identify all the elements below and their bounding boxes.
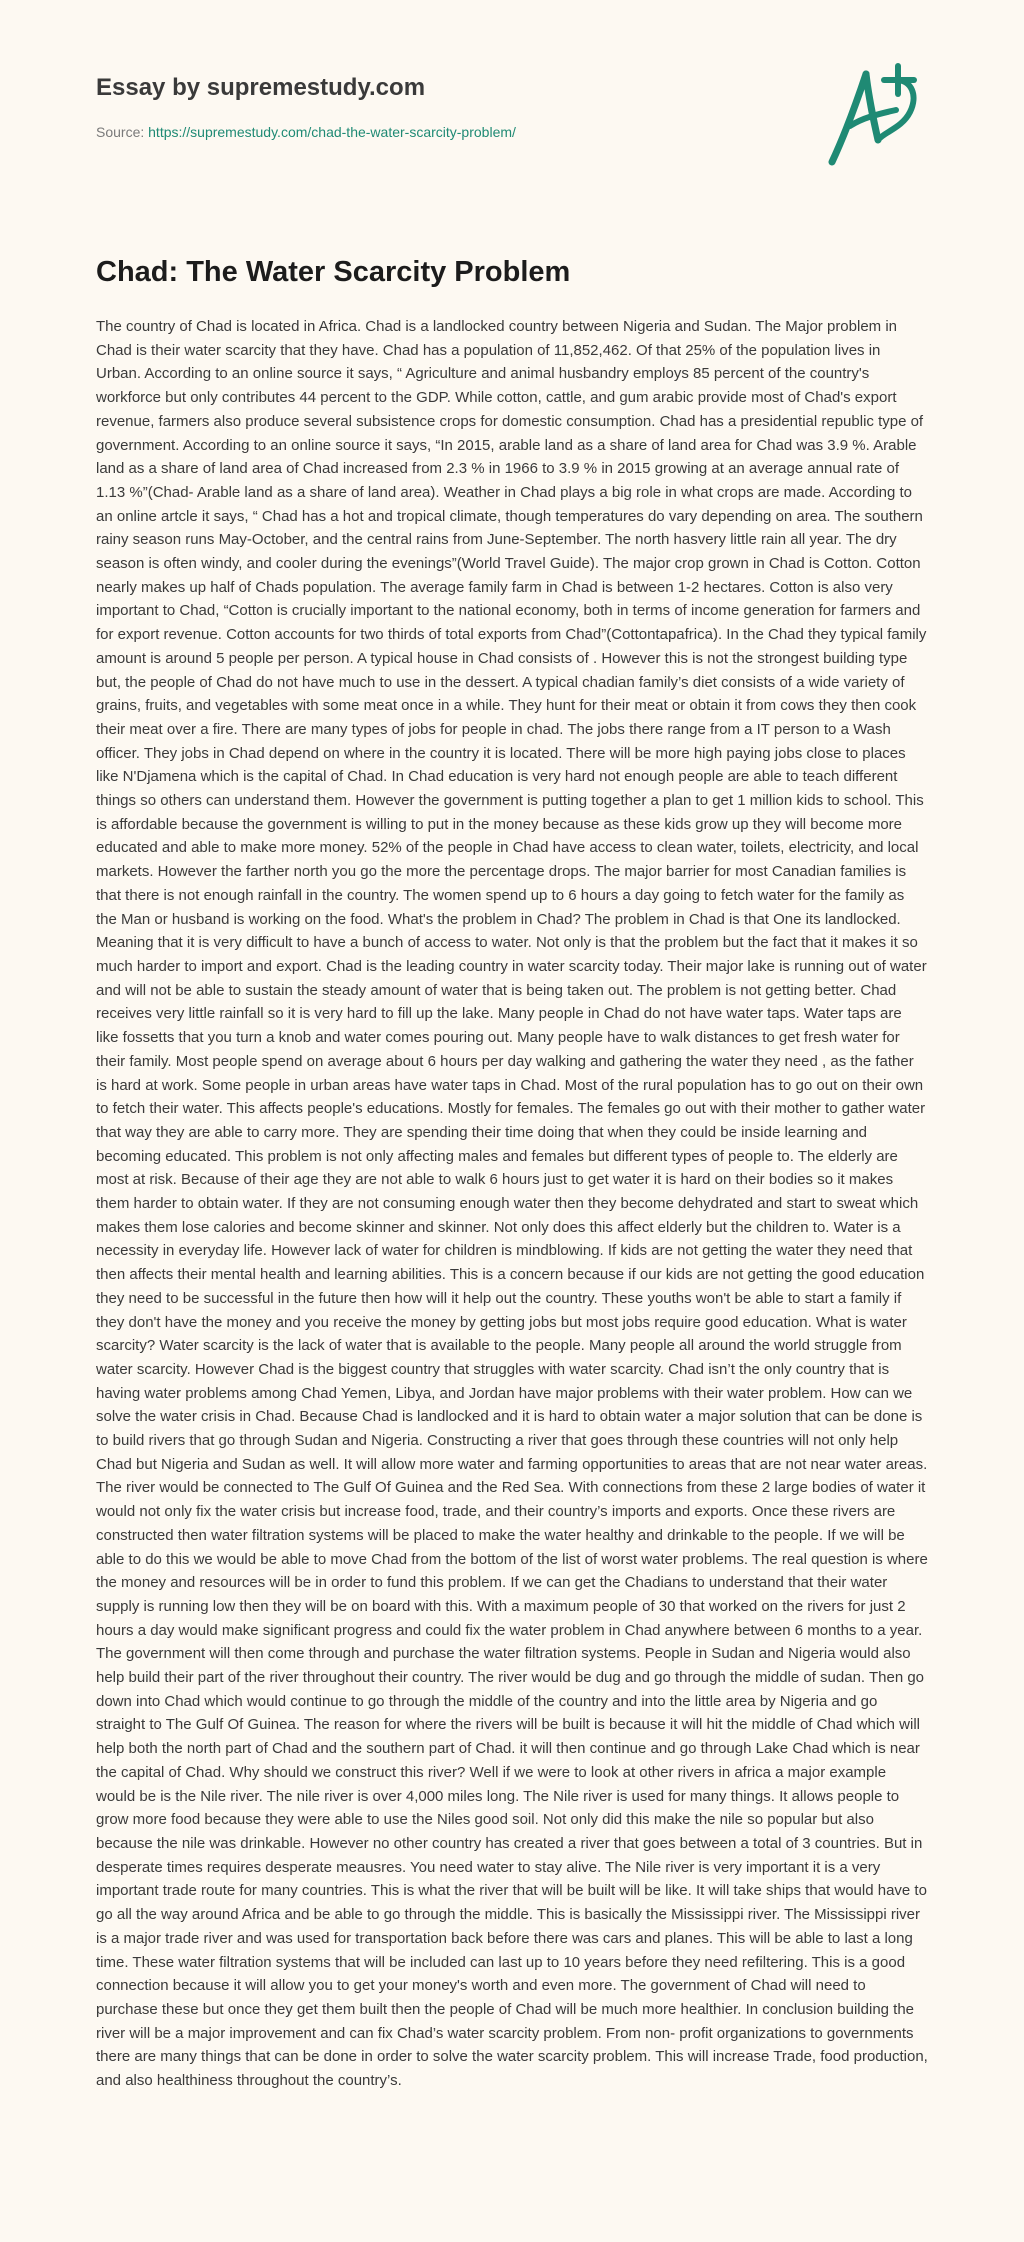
source-label: Source: [96,124,149,140]
a-plus-logo-icon [822,60,928,170]
site-title: Essay by supremestudy.com [96,74,426,101]
essay-body: The country of Chad is located in Africa. Chad is a landlocked country between Nigeria and Sudan. The Major problem in Chad is their water scarcity that they have. Chad has a population of 11,852,462. Of that 25% of the population lives in Urban. According to an online source it says, “ Agriculture and animal husbandry employs 85 percent of the country's workforce but only contributes 44 percent to the GDP. While cotton, cattle, and gum arabic provide most of Chad's export revenue, farmers also produce several subsistence crops for domestic consumption. Chad has a presidential republic type of government. According to an online source it says, “In 2015, arable land as a share of land area for Chad was 3.9 %. Arable land as a share of land area of Chad increased from 2.3 % in 1966 to 3.9 % in 2015 growing at an average annual rate of 1.13 %”(Chad- Arable land as a share of land area). Weather in Chad plays a big role in what crops are made. According to an online artcle it says, “ Chad has a hot and tropical climate, though temperatures do vary depending on area. The southern rainy season runs May-October, and the central rains from June-September. The north hasvery little rain all year. The dry season is often windy, and cooler during the evenings”(World Travel Guide). The major crop grown in Chad is Cotton. Cotton nearly makes up half of Chads population. The average family farm in Chad is between 1-2 hectares. Cotton is also very important to Chad, “Cotton is crucially important to the national economy, both in terms of income generation for farmers and for export revenue. Cotton accounts for two thirds of total exports from Chad”(Cottontapafrica). In the Chad they typical family amount is around 5 people per person. A typical house in Chad consists of . However this is not the strongest building type but, the people of Chad do not have much to use in the dessert. A typical chadian family’s diet consists of a wide variety of grains, fruits, and vegetables with some meat once in a while. They hunt for their meat or obtain it from cows they then cook their meat over a fire. There are many types of jobs for people in chad. The jobs there range from a IT person to a Wash officer. They jobs in Chad depend on where in the country it is located. There will be more high paying jobs close to places like N'Djamena which is the capital of Chad. In Chad education is very hard not enough people are able to teach different things so others can understand them. However the government is putting together a plan to get 1 million kids to school. This is affordable because the government is willing to put in the money because as these kids grow up they will become more educated and able to make more money. 52% of the people in Chad have access to clean water, toilets, electricity, and local markets. However the farther north you go the more the percentage drops. The major barrier for most Canadian families is that there is not enough rainfall in the country. The women spend up to 6 hours a day going to fetch water for the family as the Man or husband is working on the food. What's the problem in Chad? The problem in Chad is that One its landlocked. Meaning that it is very difficult to have a bunch of access to water. Not only is that the problem but the fact that it makes it so much harder to import and export. Chad is the leading country in water scarcity today. Their major lake is running out of water and will not be able to sustain the steady amount of water that is being taken out. The problem is not getting better. Chad receives very little rainfall so it is very hard to fill up the lake. Many people in Chad do not have water taps. Water taps are like fossetts that you turn a knob and water comes pouring out. Many people have to walk distances to get fresh water for their family. Most people spend on average about 6 hours per day walking and gathering the water they need , as the father is hard at work. Some people in urban areas have water taps in Chad. Most of the rural population has to go out on their own to fetch their water. This affects people's educations. Mostly for females. The females go out with their mother to gather water that way they are able to carry more. They are spending their time doing that when they could be inside learning and becoming educated. This problem is not only affecting males and females but different types of people to. The elderly are most at risk. Because of their age they are not able to walk 6 hours just to get water it is hard on their bodies so it makes them harder to obtain water. If they are not consuming enough water then they become dehydrated and start to sweat which makes them lose calories and become skinner and skinner. Not only does this affect elderly but the children to. Water is a necessity in everyday life. However lack of water for children is mindblowing. If kids are not getting the water they need that then affects their mental health and learning abilities. This is a concern because if our kids are not getting the good education they need to be successful in the future then how will it help out the country. These youths won't be able to start a family if they don't have the money and you receive the money by getting jobs but most jobs require good education. What is water scarcity? Water scarcity is the lack of water that is available to the people. Many people all around the world struggle from water scarcity. However Chad is the biggest country that struggles with water scarcity. Chad isn’t the only country that is having water problems among Chad Yemen, Libya, and Jordan have major problems with their water problem. How can we solve the water crisis in Chad. Because Chad is landlocked and it is hard to obtain water a major solution that can be done is to build rivers that go through Sudan and Nigeria. Constructing a river that goes through these countries will not only help Chad but Nigeria and Sudan as well. It will allow more water and farming opportunities to areas that are not near water areas. The river would be connected to The Gulf Of Guinea and the Red Sea. With connections from these 2 large bodies of water it would not only fix the water crisis but increase food, trade, and their country’s imports and exports. Once these rivers are constructed then water filtration systems will be placed to make the water healthy and drinkable to the people. If we will be able to do this we would be able to move Chad from the bottom of the list of worst water problems. The real question is where the money and resources will be in order to fund this problem. If we can get the Chadians to understand that their water supply is running low then they will be on board with this. With a maximum people of 30 that worked on the rivers for just 2 hours a day would make significant progress and could fix the water problem in Chad anywhere between 6 months to a year. The government will then come through and purchase the water filtration systems. People in Sudan and Nigeria would also help build their part of the river throughout their country. The river would be dug and go through the middle of sudan. Then go down into Chad which would continue to go through the middle of the country and into the little area by Nigeria and go straight to The Gulf Of Guinea. The reason for where the rivers will be built is because it will hit the middle of Chad which will help both the north part of Chad and the southern part of Chad. it will then continue and go through Lake Chad which is near the capital of Chad. Why should we construct this river? Well if we were to look at other rivers in africa a major example would be is the Nile river. The nile river is over 4,000 miles long. The Nile river is used for many things. It allows people to grow more food because they were able to use the Niles good soil. Not only did this make the nile so popular but also because the nile was drinkable. However no other country has created a river that goes between a total of 3 countries. But in desperate times requires desperate meausres. You need water to stay alive. The Nile river is very important it is a very important trade route for many countries. This is what the river that will be built will be like. It will take ships that would have to go all the way around Africa and be able to go through the middle. This is basically the Mississippi river. The Mississippi river is a major trade river and was used for transportation back before there was cars and planes. This will be able to last a long time. These water filtration systems that will be included can last up to 10 years before they need refiltering. This is a good connection because it will allow you to get your money's worth and even more. The government of Chad will need to purchase these but once they get them built then the people of Chad will be much more healthier. In conclusion building the river will be a major improvement and can fix Chad’s water scarcity problem. From non- profit organizations to governments there are many things that can be done in order to solve the water scarcity problem. This will increase Trade, food production, and also healthiness throughout the country’s. [96,318,928,2090]
source-link[interactable]: https://supremestudy.com/chad-the-water-scarcity-problem/ [148,124,516,140]
page [96,0,928,2090]
essay-title: Chad: The Water Scarcity Problem [96,256,571,288]
source-line [96,124,516,140]
header [96,0,928,250]
